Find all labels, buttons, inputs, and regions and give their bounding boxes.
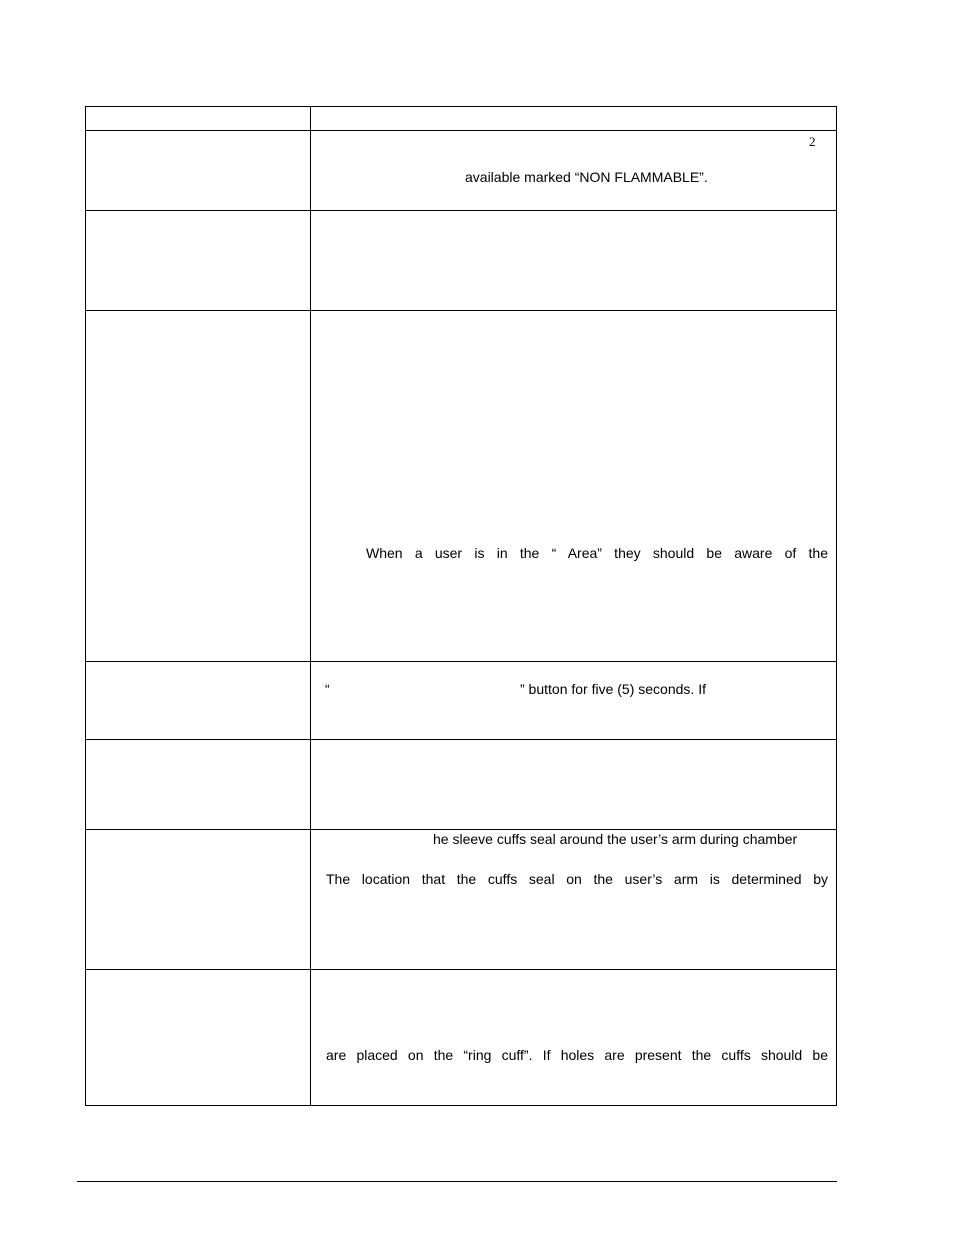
row6-text-line-2: The location that the cuffs seal on the user’s arm is determined by: [326, 871, 828, 887]
footer-rule: [77, 1181, 837, 1182]
row6-text-line-1: he sleeve cuffs seal around the user’s arm during chamber: [433, 831, 798, 847]
table-row-divider: [86, 210, 836, 211]
table-row-divider: [86, 739, 836, 740]
procedure-table: [85, 106, 837, 1106]
row4-open-quote: “: [325, 681, 330, 697]
table-row-divider: [86, 829, 836, 830]
superscript-number: 2: [809, 134, 816, 149]
row7-text-line-1: are placed on the “ring cuff”. If holes are present the cuffs should be: [326, 1047, 828, 1063]
table-row-divider: [86, 130, 836, 131]
table-row-divider: [86, 969, 836, 970]
row1-text-fragment: available marked “NON FLAMMABLE”.: [465, 169, 708, 185]
table-row-divider: [86, 310, 836, 311]
row3-text-fragment: When a user is in the “ Area” they should be aware of the: [366, 545, 828, 561]
table-column-divider: [310, 107, 311, 1105]
row4-text-fragment: ” button for five (5) seconds. If: [520, 681, 706, 697]
table-row-divider: [86, 661, 836, 662]
